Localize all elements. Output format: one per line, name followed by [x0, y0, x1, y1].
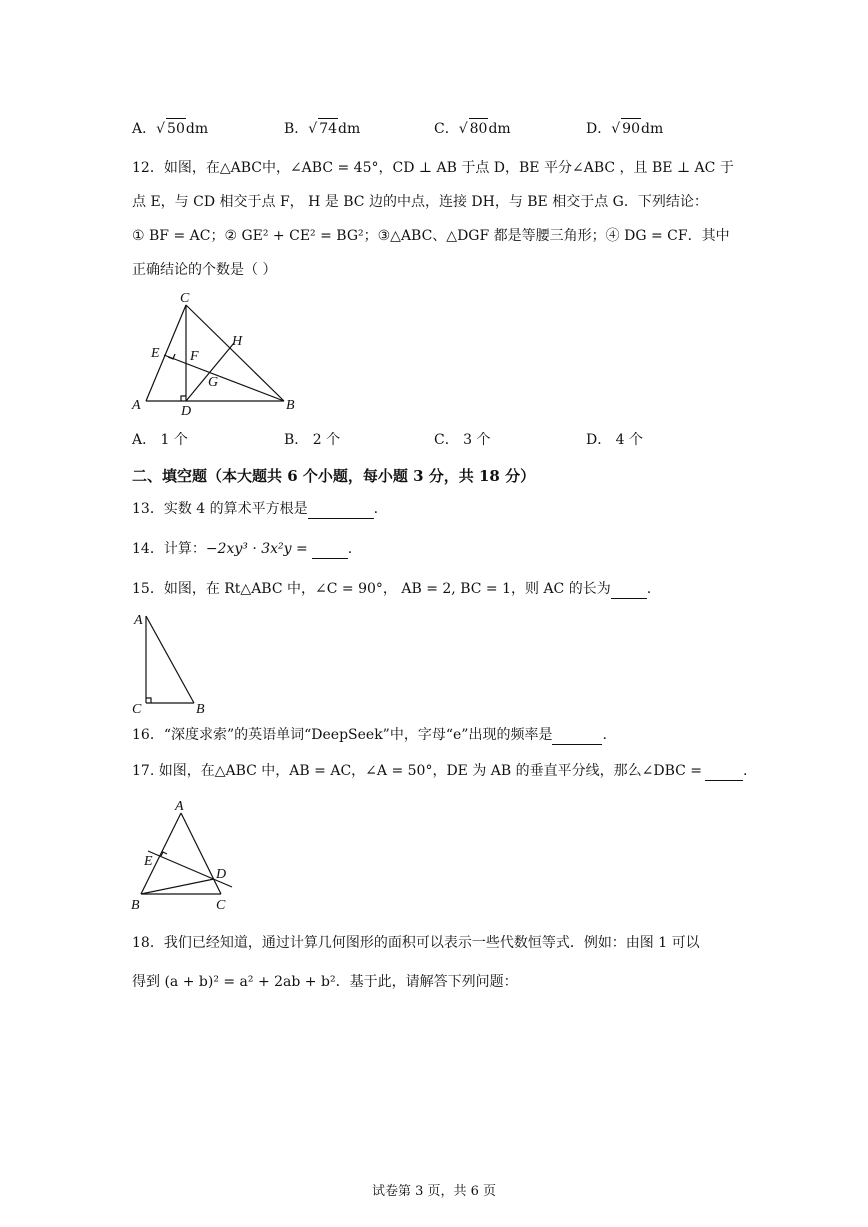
- label-c: C: [180, 291, 190, 306]
- unit: dm: [338, 121, 361, 137]
- q18-line-2: 得到 (a + b)² = a² + 2ab + b²．基于此，请解答下列问题：: [132, 974, 518, 990]
- unit: dm: [640, 121, 664, 137]
- segment-be: [164, 355, 284, 401]
- label-a: A: [132, 398, 141, 413]
- label-e: E: [144, 854, 153, 869]
- q17-text: 17. 如图，在△ABC 中，AB = AC，∠A = 50°，DE 为 AB 的垂直平分线，那么∠DBC =: [132, 763, 703, 779]
- option-letter: A．: [132, 121, 157, 137]
- label-f: F: [190, 349, 199, 364]
- q15: [132, 579, 651, 599]
- q12-figure: [126, 285, 306, 420]
- segment-ab: [146, 616, 194, 703]
- q13: [132, 499, 378, 519]
- radicand: 50: [166, 118, 186, 139]
- q14: [132, 539, 352, 559]
- q16-answer-blank[interactable]: [552, 728, 602, 745]
- q15-figure: [126, 606, 226, 718]
- q15-text: 15．如图，在 Rt△ABC 中，∠C = 90°， AB = 2, BC = 1，则 AC 的长为: [132, 581, 611, 597]
- q15-end: .: [646, 581, 652, 597]
- q12-option-c: C． 3 个: [434, 432, 491, 448]
- q16: [132, 725, 607, 745]
- option-letter: C．: [434, 121, 459, 137]
- radicand: 80: [469, 118, 489, 139]
- q13-text: 13．实数 4 的算术平方根是: [132, 501, 308, 517]
- q17-answer-blank[interactable]: [705, 764, 743, 781]
- q17-end: .: [743, 763, 748, 779]
- label-g: G: [208, 375, 219, 390]
- q12-option-a: A． 1 个: [132, 432, 188, 448]
- q14-answer-blank[interactable]: [312, 542, 348, 559]
- option-letter: B．: [284, 121, 309, 137]
- unit: dm: [488, 121, 511, 137]
- section-2-title: 二、填空题（本大题共 6 个小题，每小题 3 分，共 18 分）: [132, 467, 536, 485]
- label-b: B: [286, 398, 295, 413]
- label-d: D: [216, 867, 227, 882]
- q14-prefix: 14．计算：: [132, 541, 206, 557]
- q14-end: .: [347, 541, 353, 557]
- radicand: 90: [621, 118, 641, 139]
- label-b: B: [196, 702, 205, 717]
- q12-line-2: 点 E，与 CD 相交于点 F， H 是 BC 边的中点，连接 DH，与 BE 相交于点 G．下列结论：: [132, 194, 708, 210]
- option-letter: D．: [586, 121, 612, 137]
- q12-option-d: D． 4 个: [586, 432, 644, 448]
- right-angle-mark-d: [181, 396, 186, 401]
- q11-option-d: D．√ 90dm: [586, 118, 663, 139]
- label-b: B: [131, 898, 140, 913]
- page-footer: 试卷第 3 页，共 6 页: [371, 1184, 497, 1199]
- q12-line-1: 12．如图，在△ABC中，∠ABC = 45°，CD ⊥ AB 于点 D，BE 平分∠ABC ，且 BE ⊥ AC 于: [132, 160, 734, 176]
- unit: dm: [185, 121, 209, 137]
- q11-option-c: C．√ 80dm: [434, 118, 511, 139]
- segment-bd: [141, 879, 214, 894]
- label-h: H: [232, 334, 243, 349]
- q15-answer-blank[interactable]: [611, 582, 647, 599]
- label-a: A: [134, 613, 143, 628]
- segment-cb: [186, 305, 284, 401]
- label-a: A: [175, 799, 184, 814]
- q14-expression: −2xy³ · 3x²y =: [205, 541, 308, 557]
- q17: [132, 761, 747, 781]
- q18-line-1: 18．我们已经知道，通过计算几何图形的面积可以表示一些代数恒等式．例如：由图 1 可以: [132, 935, 700, 951]
- q12-line-3: ① BF = AC；② GE² + CE² = BG²；③△ABC、△DGF 都是等腰三角形；④ DG = CF．其中: [132, 228, 730, 244]
- label-c: C: [132, 702, 142, 717]
- q13-end: .: [373, 501, 379, 517]
- q17-figure: [126, 795, 246, 915]
- q12-line-4: 正确结论的个数是（ ）: [132, 262, 277, 278]
- q13-answer-blank[interactable]: [308, 502, 374, 519]
- q16-end: .: [602, 727, 607, 743]
- q16-text: 16．“深度求索”的英语单词“DeepSeek”中，字母“e”出现的频率是: [132, 727, 553, 743]
- right-angle-mark-c: [146, 698, 151, 703]
- q12-option-b: B． 2 个: [284, 432, 341, 448]
- q11-option-a: A．√ 50dm: [132, 118, 208, 139]
- q11-option-b: B．√ 74dm: [284, 118, 360, 139]
- radicand: 74: [318, 118, 338, 139]
- label-c: C: [216, 898, 226, 913]
- label-d: D: [181, 404, 192, 419]
- label-e: E: [151, 346, 160, 361]
